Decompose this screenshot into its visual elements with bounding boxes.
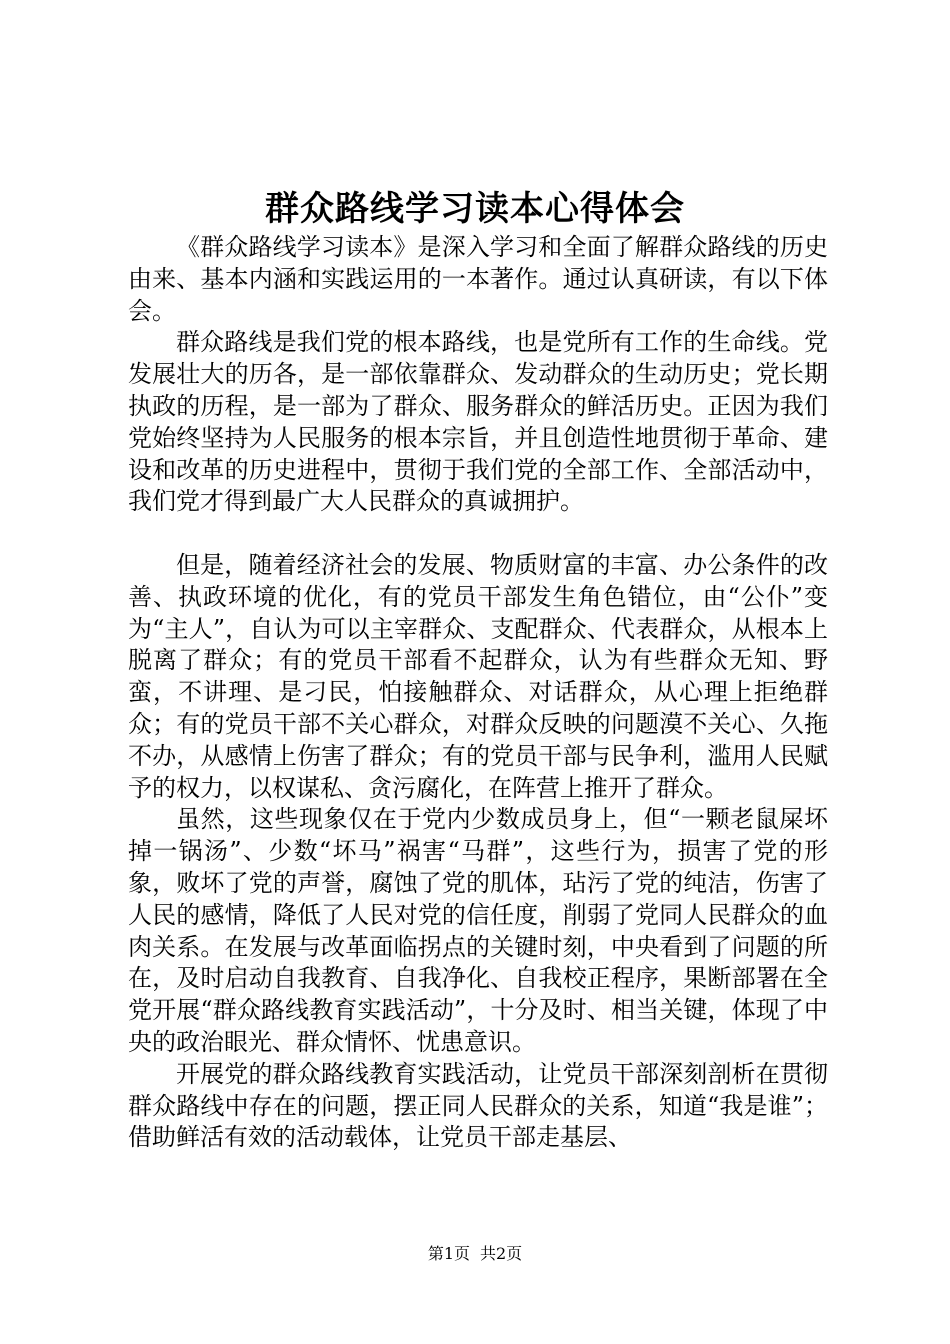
page-total: 共2页 [480, 1244, 523, 1263]
document-body [128, 232, 828, 1154]
paragraph-problems: 但是，随着经济社会的发展、物质财富的丰富、办公条件的改善、执政环境的优化，有的党员干部发生角色错位，由“公仆”变为“主人”，自认为可以主宰群众、支配群众、代表群众，从根本上脱离了群众；有的党员干部看不起群众，认为有些群众无知、野蛮，不讲理、是刁民，怕接触群众、对话群众，从心理上拒绝群众；有的党员干部不关心群众，对群众反映的问题漠不关心、久拖不办，从感情上伤害了群众；有的党员干部与民争利，滥用人民赋予的权力，以权谋私、贪污腐化，在阵营上推开了群众。 [128, 550, 828, 802]
page-number: 第1页 [427, 1244, 470, 1263]
document-title: 群众路线学习读本心得体会 [265, 189, 685, 229]
page-footer [0, 1244, 950, 1264]
paragraph-spacer [128, 518, 828, 550]
paragraph-impact: 虽然，这些现象仅在于党内少数成员身上，但“一颗老鼠屎坏掉一锅汤”、少数“坏马”祸害“马群”，这些行为，损害了党的形象，败坏了党的声誉，腐蚀了党的肌体，玷污了党的纯洁，伤害了人民的感情，降低了人民对党的信任度，削弱了党同人民群众的血肉关系。在发展与改革面临拐点的关键时刻，中央看到了问题的所在，及时启动自我教育、自我净化、自我校正程序，果断部署在全党开展“群众路线教育实践活动”，十分及时、相当关键，体现了中央的政治眼光、群众情怀、忧患意识。 [128, 805, 828, 1056]
paragraph-activity: 开展党的群众路线教育实践活动，让党员干部深刻剖析在贯彻群众路线中存在的问题，摆正同人民群众的关系，知道“我是谁”；借助鲜活有效的活动载体，让党员干部走基层、 [128, 1059, 828, 1152]
paragraph-mass-line: 群众路线是我们党的根本路线，也是党所有工作的生命线。党发展壮大的历各，是一部依靠群众、发动群众的生动历史；党长期执政的历程，是一部为了群众、服务群众的鲜活历史。正因为我们党始终坚持为人民服务的根本宗旨，并且创造性地贯彻于革命、建设和改革的历史进程中，贯彻于我们党的全部工作、全部活动中，我们党才得到最广大人民群众的真诚拥护。 [128, 328, 828, 516]
paragraph-intro: 《群众路线学习读本》是深入学习和全面了解群众路线的历史由来、基本内涵和实践运用的一本著作。通过认真研读，有以下体会。 [128, 233, 828, 325]
